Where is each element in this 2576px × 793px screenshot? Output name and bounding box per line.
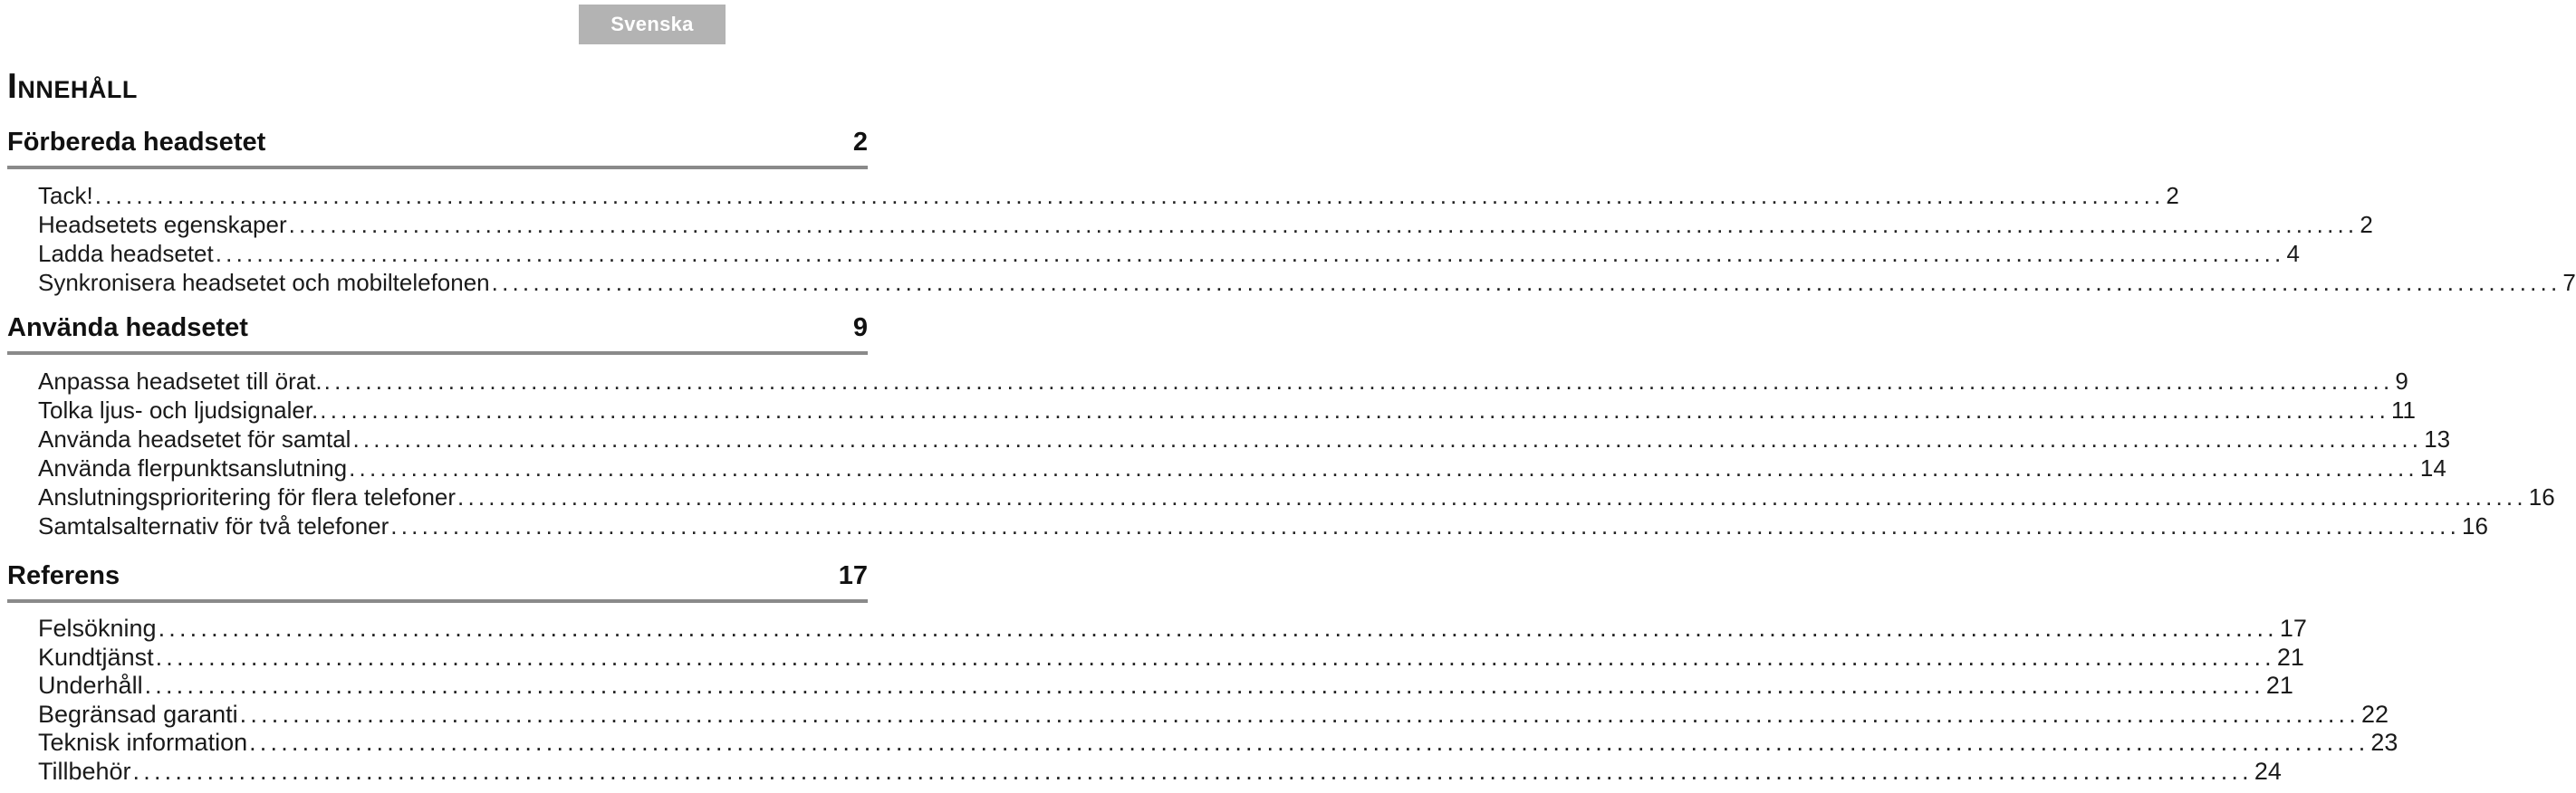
toc-entry[interactable] <box>38 454 2446 482</box>
toc-section-reference <box>7 558 2398 786</box>
toc-entry[interactable] <box>38 210 2373 239</box>
section-divider <box>7 351 868 355</box>
section-heading[interactable] <box>7 310 868 346</box>
toc-entry[interactable] <box>38 615 2307 644</box>
toc-entry[interactable] <box>38 396 2417 425</box>
toc-entry-label: Synkronisera headsetet och mobiltelefonen <box>38 269 490 296</box>
toc-entry-page: 21 <box>2265 672 2293 699</box>
dot-leader: ........................................................................................................................................................................................................ <box>457 483 2527 511</box>
toc-entry-label: Begränsad garanti <box>38 700 238 728</box>
toc-entry-page: 2 <box>2166 182 2179 209</box>
toc-entry-page: 17 <box>2279 615 2307 642</box>
section-heading[interactable] <box>7 558 868 594</box>
toc-entry[interactable] <box>38 268 2576 297</box>
section-divider <box>7 599 868 603</box>
toc-entry-label: Kundtjänst <box>38 643 154 671</box>
dot-leader: ........................................................................................................................................................................................................ <box>94 182 2165 209</box>
toc-entry[interactable] <box>38 482 2555 511</box>
toc-section-using <box>7 310 2555 540</box>
dot-leader: ........................................................................................................................................................................................................ <box>491 269 2562 296</box>
toc-entry[interactable] <box>38 367 2408 396</box>
toc-entry-page: 21 <box>2276 643 2304 671</box>
toc-entry-label: Tillbehör <box>38 757 131 785</box>
toc-entry[interactable] <box>38 700 2389 730</box>
dot-leader: ........................................................................................................................................................................................................ <box>215 240 2285 267</box>
section-heading-page: 9 <box>852 313 868 342</box>
toc-entry[interactable] <box>38 425 2451 454</box>
toc-entry-page: 14 <box>2419 454 2446 482</box>
section-heading-page: 2 <box>852 128 868 157</box>
toc-entry-label: Anslutningsprioritering för flera telefoner <box>38 483 457 511</box>
toc-entry-label: Headsetets egenskaper <box>38 211 287 238</box>
dot-leader: ........................................................................................................................................................................................................ <box>349 454 2418 482</box>
dot-leader: ........................................................................................................................................................................................................ <box>155 643 2275 671</box>
dot-leader: ........................................................................................................................................................................................................ <box>288 211 2359 238</box>
toc-entry[interactable] <box>38 181 2179 210</box>
language-tab: Svenska <box>579 5 726 44</box>
toc-entry[interactable] <box>38 672 2293 701</box>
toc-entry[interactable] <box>38 511 2488 540</box>
dot-leader: ........................................................................................................................................................................................................ <box>320 396 2390 424</box>
toc-entry-label: Teknisk information <box>38 729 248 756</box>
toc-entry-label: Anpassa headsetet till örat. <box>38 368 322 395</box>
toc-entry-page: 7 <box>2562 269 2576 296</box>
dot-leader: ........................................................................................................................................................................................................ <box>239 700 2360 728</box>
section-divider <box>7 166 868 169</box>
toc-entry-label: Använda flerpunktsanslutning <box>38 454 348 482</box>
page-title: Innehåll <box>7 67 138 106</box>
section-heading-label: Förbereda headsetet <box>7 128 266 157</box>
toc-entry-page: 22 <box>2360 700 2389 728</box>
section-heading[interactable] <box>7 124 868 160</box>
section-heading-label: Använda headsetet <box>7 313 248 342</box>
toc-entry-page: 4 <box>2286 240 2300 267</box>
toc-entry[interactable] <box>38 643 2304 673</box>
toc-entry-page: 16 <box>2528 483 2555 511</box>
toc-entry-label: Tolka ljus- och ljudsignaler. <box>38 396 319 424</box>
toc-section-prepare <box>7 124 2576 297</box>
toc-entry-label: Felsökning <box>38 615 157 642</box>
dot-leader: ........................................................................................................................................................................................................ <box>249 729 2369 756</box>
dot-leader: ........................................................................................................................................................................................................ <box>352 425 2423 453</box>
toc-entry-page: 16 <box>2462 512 2488 540</box>
dot-leader: ........................................................................................................................................................................................................ <box>390 512 2461 540</box>
toc-entry-page: 13 <box>2424 425 2451 453</box>
toc-entry-label: Samtalsalternativ för två telefoner <box>38 512 389 540</box>
section-heading-label: Referens <box>7 561 120 590</box>
toc-entry-page: 11 <box>2391 396 2417 424</box>
toc-entry-page: 9 <box>2395 368 2408 395</box>
toc-entry-list <box>7 181 2576 297</box>
dot-leader: ........................................................................................................................................................................................................ <box>144 672 2264 699</box>
toc-entry[interactable] <box>38 239 2300 268</box>
dot-leader: ........................................................................................................................................................................................................ <box>132 757 2253 785</box>
section-heading-page: 17 <box>838 561 868 590</box>
toc-entry[interactable] <box>38 757 2282 787</box>
toc-entry-label: Underhåll <box>38 672 143 699</box>
toc-entry-page: 23 <box>2370 729 2398 756</box>
dot-leader: ........................................................................................................................................................................................................ <box>323 368 2394 395</box>
toc-entry-page: 24 <box>2254 757 2282 785</box>
dot-leader: ........................................................................................................................................................................................................ <box>158 615 2278 642</box>
toc-entry-label: Använda headsetet för samtal <box>38 425 351 453</box>
toc-entry-page: 2 <box>2360 211 2373 238</box>
toc-entry-list <box>7 367 2555 540</box>
toc-entry-list <box>7 615 2398 786</box>
toc-entry-label: Ladda headsetet <box>38 240 214 267</box>
toc-entry[interactable] <box>38 729 2398 758</box>
toc-entry-label: Tack! <box>38 182 93 209</box>
